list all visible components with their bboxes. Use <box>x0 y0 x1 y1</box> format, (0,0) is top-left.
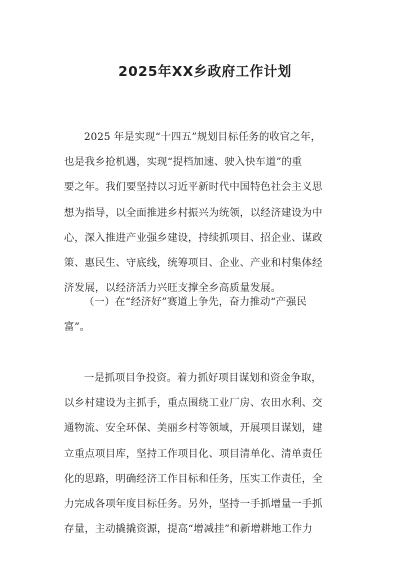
text-line: 济发展，以经济活力兴旺支撑全乡高质量发展。 <box>64 283 282 295</box>
text-line: 要之年。我们要坚持以习近平新时代中国特色社会主义思 <box>64 182 323 194</box>
document-title: 2025年XX乡政府工作计划 <box>118 64 292 80</box>
text-line: 策、惠民生、守底线，统筹项目、企业、产业和村集体经 <box>64 257 323 269</box>
text-line: 富”。 <box>64 322 91 334</box>
text-line: 心，深入推进产业强乡建设，持续抓项目、招企业、谋政 <box>64 232 323 244</box>
text-line: （一）在“经济好”赛道上争先，奋力推动“产强民 <box>84 297 307 308</box>
text-line: 立重点项目库，坚持工作项目化、项目清单化、清单责任 <box>64 448 323 460</box>
paragraph-intro <box>64 125 348 301</box>
paragraph-projects <box>64 366 348 542</box>
text-line: 也是我乡抢机遇，实现“提档加速、驶入快车道”的重 <box>64 157 303 169</box>
text-line: 2025 年是实现“十四五”规划目标任务的收官之年， <box>84 132 322 143</box>
section-heading-1 <box>64 290 348 340</box>
text-line: 以乡村建设为主抓手，重点围绕工业厂房、农田水利、交 <box>64 398 323 410</box>
text-line: 一是抓项目争投资。着力抓好项目谋划和资金争取， <box>84 373 322 384</box>
text-line: 存量，主动撬撬资源，提高“增减挂”和新增耕地工作力 <box>64 524 313 536</box>
text-line: 想为指导，以全面推进乡村振兴为统领，以经济建设为中 <box>64 207 323 219</box>
text-line: 通物流、安全环保、美丽乡村等领域，开展项目谋划，建 <box>64 423 323 435</box>
text-line: 化的思路，明确经济工作目标和任务，压实工作责任，全 <box>64 473 323 485</box>
text-line: 力完成各项年度目标任务。另外，坚持一手抓增量一手抓 <box>64 498 323 510</box>
